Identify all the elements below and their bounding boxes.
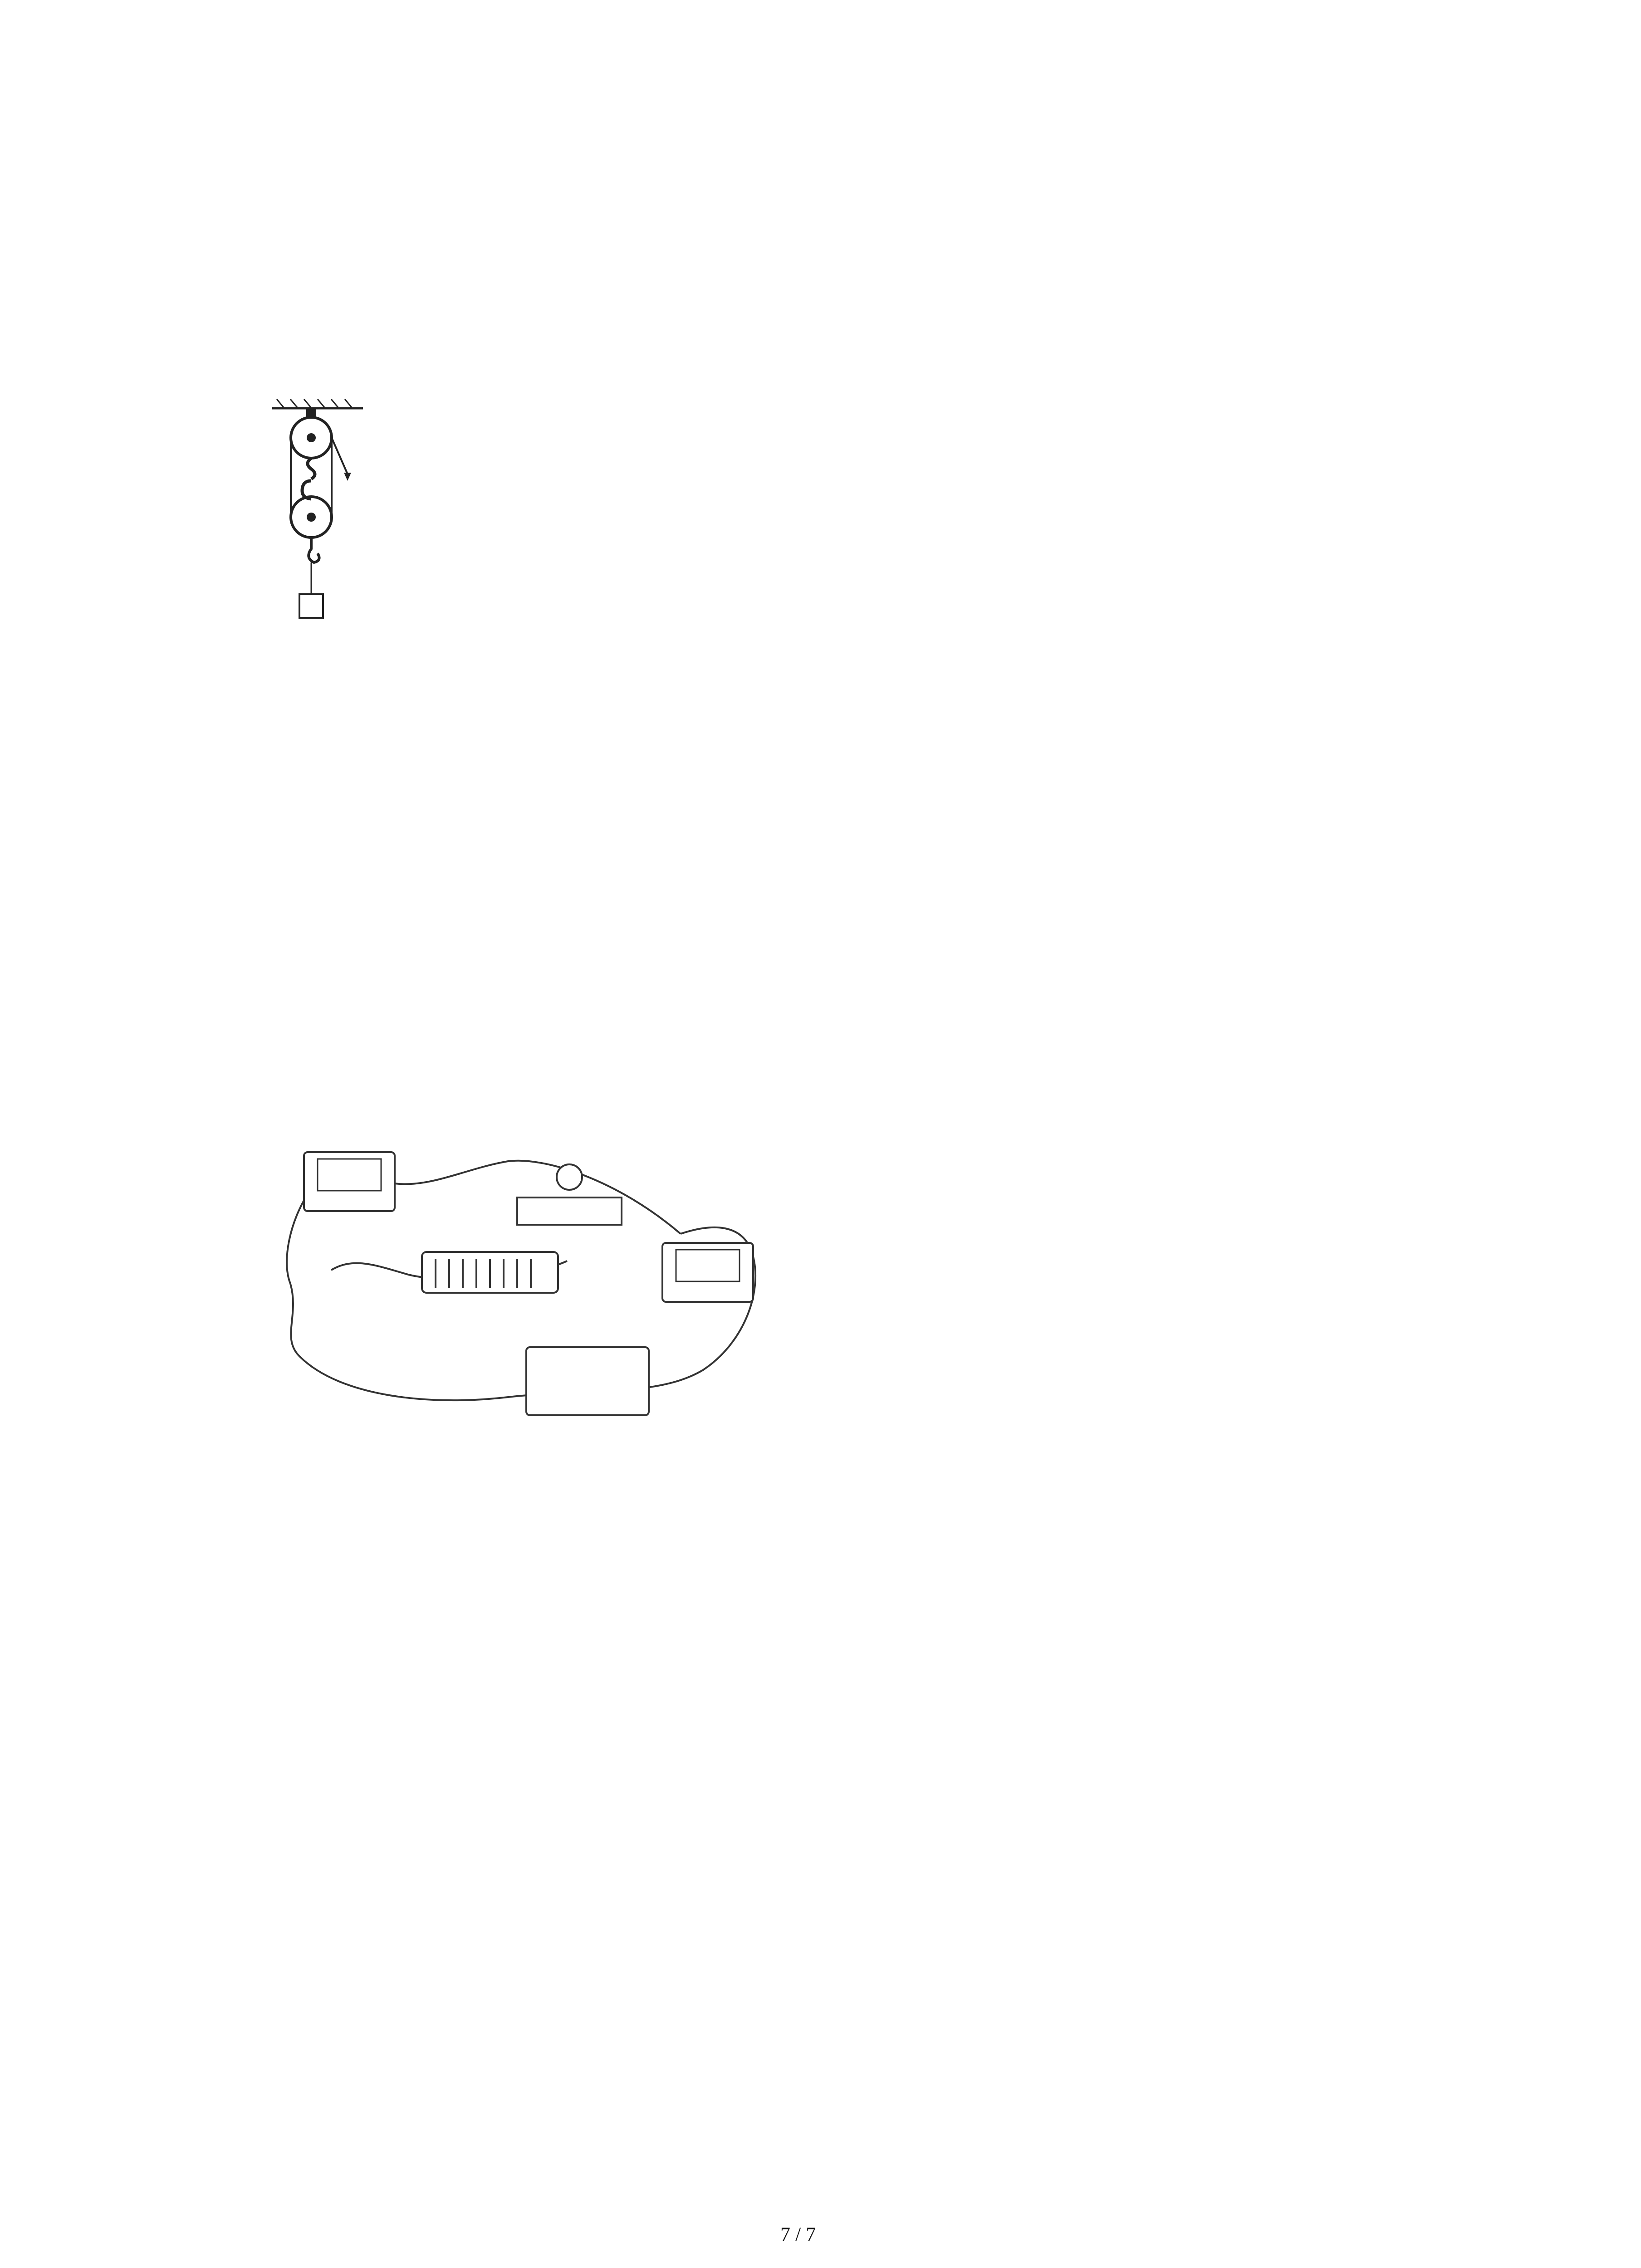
circuit-diagram [272, 1143, 771, 1424]
voltmeter-icon [304, 1152, 395, 1211]
power-supply-icon [526, 1347, 649, 1415]
ammeter-icon [662, 1243, 753, 1302]
lamp-icon [517, 1164, 622, 1225]
rheostat-icon [422, 1252, 558, 1293]
pulley-diagram [263, 395, 381, 631]
page-number: 7 / 7 [780, 2223, 816, 2245]
